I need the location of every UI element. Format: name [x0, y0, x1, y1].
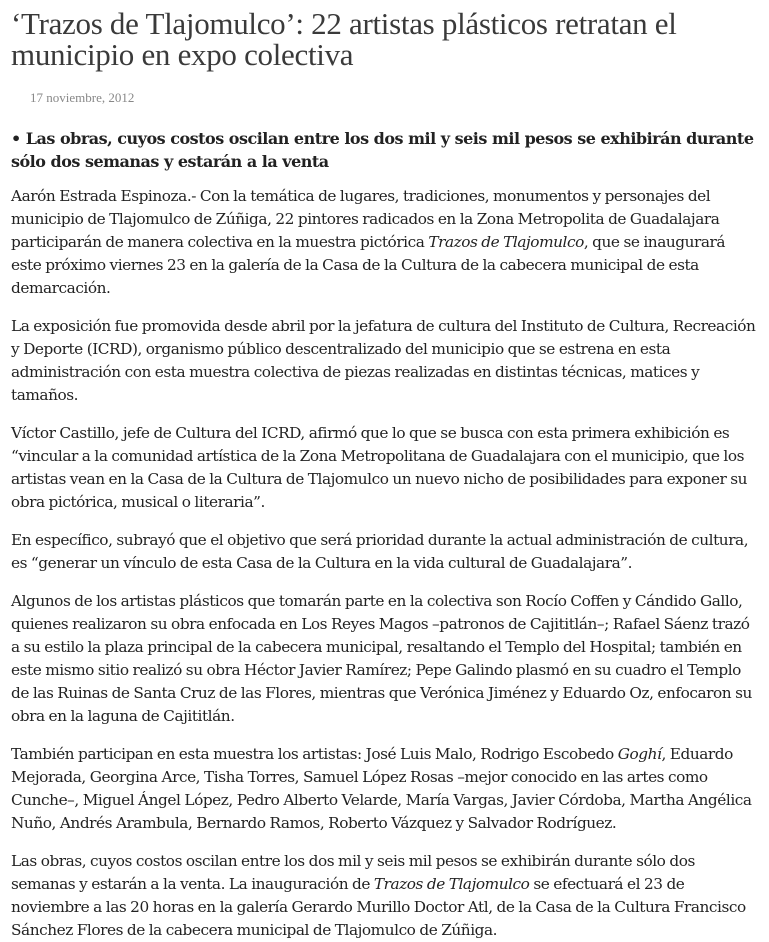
paragraph-1	[11, 185, 759, 300]
artist-nickname-italic: Goghí	[617, 745, 662, 763]
paragraph-3: Víctor Castillo, jefe de Cultura del ICRD, afirmó que lo que se busca con esta primera exhibición es “vincular a la comunidad artística de la Zona Metropolitana de Guadalajara con el municipio, que los artistas vean en la Casa de la Cultura de Tlajomulco un nuevo nicho de posibilidades para exponer su obra pictórica, musical o literaria”.	[11, 424, 748, 511]
paragraph-7	[11, 850, 759, 942]
paragraph-7-text-b: se efectuará el 23 de noviembre a las 20 horas en la galería Gerardo Murillo Doctor Atl, de la Casa de la Cultura Francisco Sánchez Flores de la cabecera municipal de Tlajomulco de Zúñiga.	[11, 875, 746, 939]
article-title: ‘Trazos de Tlajomulco’: 22 artistas plásticos retratan el municipio en expo colectiva	[11, 6, 677, 72]
paragraph-1-text-b: , que se inaugurará este próximo viernes 23 en la galería de la Casa de la Cultura de la cabecera municipal de esta demarcación.	[11, 233, 726, 297]
paragraph-1-text-a: Aarón Estrada Espinoza.- Con la temática de lugares, tradiciones, monumentos y personajes del municipio de Tlajomulco de Zúñiga, 22 pintores radicados en la Zona Metropolita de Guadalajara participarán de manera colectiva en la muestra pictórica	[11, 187, 720, 251]
paragraph-5: Algunos de los artistas plásticos que tomarán parte en la colectiva son Rocío Coffen y Cándido Gallo, quienes realizaron su obra enfocada en Los Reyes Magos –patronos de Cajititlán–; Rafael Sáenz trazó a su estilo la plaza principal de la cabecera municipal, resaltando el Templo del Hospital; también en este mismo sitio realizó su obra Héctor Javier Ramírez; Pepe Galindo plasmó en su cuadro el Templo de las Ruinas de Santa Cruz de las Flores, mientras que Verónica Jiménez y Eduardo Oz, enfocaron su obra en la laguna de Cajititlán.	[11, 592, 752, 725]
exhibition-title-italic-2: Trazos de Tlajomulco	[373, 875, 530, 893]
paragraph-6-text-b: , Eduardo Mejorada, Georgina Arce, Tisha Torres, Samuel López Rosas –mejor conocido en las artes como Cunche–, Miguel Ángel López, Pedro Alberto Velarde, María Vargas, Javier Córdoba, Martha Angélica Nuño, Andrés Arambula, Bernardo Ramos, Roberto Vázquez y Salvador Rodríguez.	[11, 745, 752, 832]
paragraph-7-text-a: Las obras, cuyos costos oscilan entre los dos mil y seis mil pesos se exhibirán durante sólo dos semanas y estarán a la venta. La inauguración de	[11, 852, 695, 893]
paragraph-6	[11, 743, 759, 835]
exhibition-title-italic: Trazos de Tlajomulco	[428, 233, 584, 251]
article-lead: • Las obras, cuyos costos oscilan entre los dos mil y seis mil pesos se exhibirán durante sólo dos semanas y estarán a la venta	[11, 129, 754, 171]
paragraph-4: En específico, subrayó que el objetivo que será prioridad durante la actual administración de cultura, es “generar un vínculo de esta Casa de la Cultura en la vida cultural de Guadalajara”.	[11, 531, 749, 572]
paragraph-6-text-a: También participan en esta muestra los artistas: José Luis Malo, Rodrigo Escobedo	[11, 745, 618, 763]
paragraph-2: La exposición fue promovida desde abril por la jefatura de cultura del Instituto de Cultura, Recreación y Deporte (ICRD), organismo público descentralizado del municipio que se estrena en esta administración con esta muestra colectiva de piezas realizadas en distintas técnicas, matices y tamaños.	[11, 317, 756, 404]
article-date: 17 noviembre, 2012	[30, 90, 135, 105]
